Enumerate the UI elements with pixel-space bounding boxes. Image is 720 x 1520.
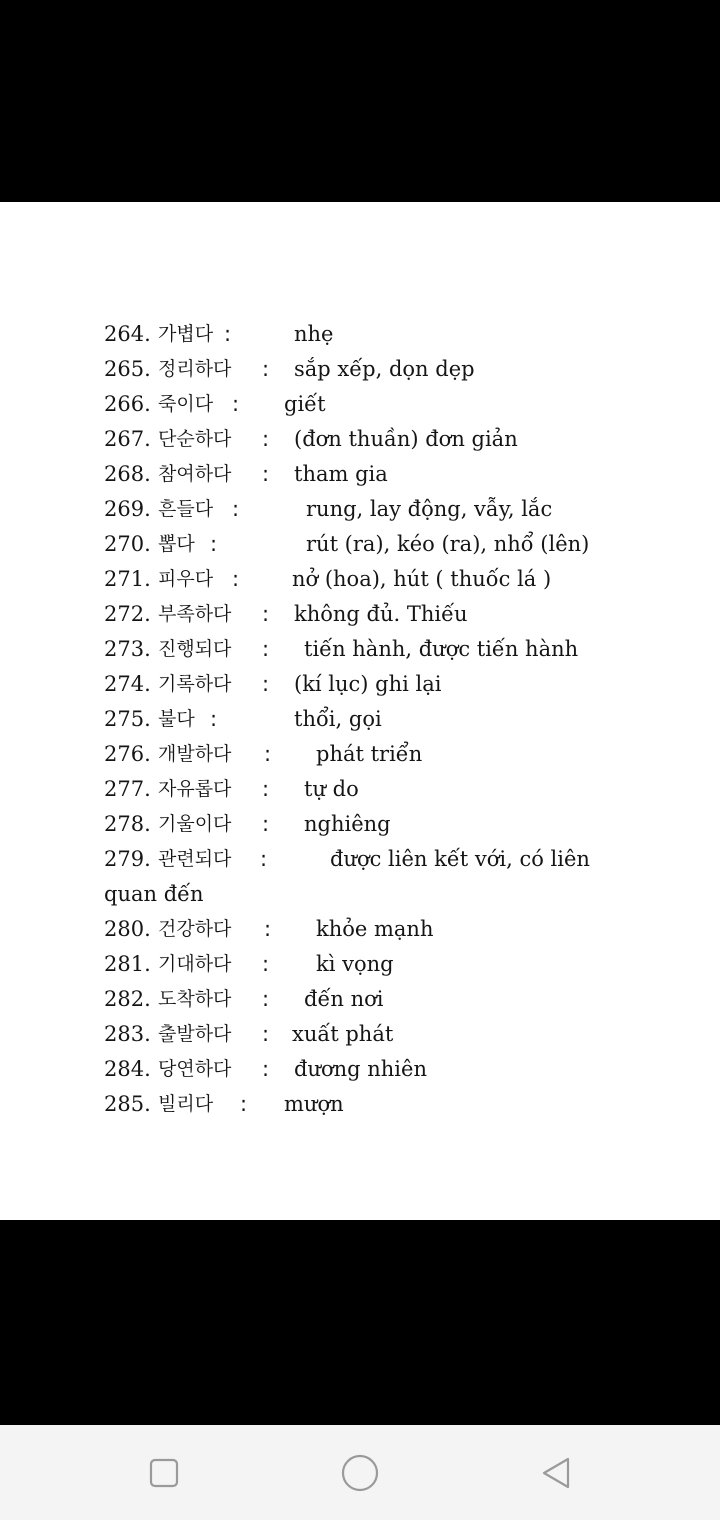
vietnamese-meaning: giết [284, 392, 326, 416]
vietnamese-meaning: nhẹ [294, 322, 334, 346]
vietnamese-meaning: (kí lục) ghi lại [294, 672, 442, 696]
vietnamese-meaning: đương nhiên [294, 1057, 427, 1081]
vocab-number: 279. [104, 847, 151, 871]
korean-word: 개발하다 [158, 743, 232, 765]
separator-colon: : [264, 917, 272, 941]
vietnamese-meaning: tiến hành, được tiến hành [304, 637, 579, 661]
korean-word: 피우다 [158, 568, 214, 590]
korean-word: 빌리다 [158, 1093, 214, 1115]
back-button[interactable] [532, 1449, 580, 1497]
triangle-back-icon [539, 1456, 573, 1490]
korean-word: 가볍다 [158, 323, 214, 345]
vietnamese-meaning: khỏe mạnh [316, 917, 434, 941]
vietnamese-meaning: mượn [284, 1092, 344, 1116]
top-black-bar [0, 0, 720, 202]
vocab-number: 264. [104, 322, 151, 346]
vocab-number: 276. [104, 742, 151, 766]
separator-colon: : [262, 1022, 270, 1046]
vietnamese-meaning: rung, lay động, vẫy, lắc [306, 497, 553, 521]
separator-colon: : [262, 462, 270, 486]
vocab-number: 277. [104, 777, 151, 801]
korean-word: 진행되다 [158, 638, 232, 660]
vocab-number: 275. [104, 707, 151, 731]
vocab-number: 285. [104, 1092, 151, 1116]
korean-word: 정리하다 [158, 358, 232, 380]
separator-colon: : [232, 567, 240, 591]
separator-colon: : [232, 497, 240, 521]
separator-colon: : [210, 532, 218, 556]
separator-colon: : [262, 952, 270, 976]
vocab-number: 272. [104, 602, 151, 626]
square-icon [149, 1458, 179, 1488]
korean-word: 단순하다 [158, 428, 232, 450]
korean-word: 도착하다 [158, 988, 232, 1010]
vocab-number: 274. [104, 672, 151, 696]
vietnamese-meaning: xuất phát [292, 1022, 394, 1046]
separator-colon: : [264, 742, 272, 766]
separator-colon: : [210, 707, 218, 731]
korean-word: 흔들다 [158, 498, 214, 520]
vocab-number: 284. [104, 1057, 151, 1081]
vietnamese-meaning: tham gia [294, 462, 388, 486]
vocab-number: 280. [104, 917, 151, 941]
vietnamese-meaning: kì vọng [316, 952, 394, 976]
korean-word: 불다 [158, 708, 195, 730]
vietnamese-meaning: đến nơi [304, 987, 384, 1011]
separator-colon: : [262, 672, 270, 696]
separator-colon: : [262, 1057, 270, 1081]
vocab-number: 265. [104, 357, 151, 381]
vietnamese-meaning: phát triển [316, 742, 423, 766]
vocab-number: 273. [104, 637, 151, 661]
vocab-number: 281. [104, 952, 151, 976]
korean-word: 당연하다 [158, 1058, 232, 1080]
meaning-continuation: quan đến [104, 882, 204, 906]
separator-colon: : [262, 637, 270, 661]
separator-colon: : [262, 812, 270, 836]
korean-word: 기록하다 [158, 673, 232, 695]
separator-colon: : [262, 427, 270, 451]
vietnamese-meaning: rút (ra), kéo (ra), nhổ (lên) [306, 532, 590, 556]
vocab-number: 283. [104, 1022, 151, 1046]
vocab-number: 269. [104, 497, 151, 521]
korean-word: 뽑다 [158, 533, 195, 555]
vocab-number: 267. [104, 427, 151, 451]
vietnamese-meaning: nở (hoa), hút ( thuốc lá ) [292, 567, 552, 591]
bottom-black-bar [0, 1220, 720, 1425]
vietnamese-meaning: nghiêng [304, 812, 391, 836]
navigation-bar [0, 1425, 720, 1520]
home-button[interactable] [336, 1449, 384, 1497]
circle-icon [341, 1454, 379, 1492]
korean-word: 참여하다 [158, 463, 232, 485]
korean-word: 죽이다 [158, 393, 214, 415]
vocab-photo [0, 202, 720, 1220]
vietnamese-meaning: tự do [304, 777, 359, 801]
vocab-number: 271. [104, 567, 151, 591]
vocab-number: 270. [104, 532, 151, 556]
separator-colon: : [260, 847, 268, 871]
korean-word: 자유롭다 [158, 778, 232, 800]
vocab-number: 266. [104, 392, 151, 416]
vietnamese-meaning: không đủ. Thiếu [294, 602, 468, 626]
vietnamese-meaning: được liên kết với, có liên [330, 847, 590, 871]
separator-colon: : [224, 322, 232, 346]
separator-colon: : [262, 357, 270, 381]
separator-colon: : [262, 777, 270, 801]
korean-word: 관련되다 [158, 848, 232, 870]
vietnamese-meaning: thổi, gọi [294, 707, 382, 731]
korean-word: 기울이다 [158, 813, 232, 835]
korean-word: 출발하다 [158, 1023, 232, 1045]
vietnamese-meaning: sắp xếp, dọn dẹp [294, 357, 475, 381]
vocab-number: 268. [104, 462, 151, 486]
separator-colon: : [262, 602, 270, 626]
vocab-number: 278. [104, 812, 151, 836]
recents-button[interactable] [140, 1449, 188, 1497]
separator-colon: : [262, 987, 270, 1011]
korean-word: 부족하다 [158, 603, 232, 625]
vocab-number: 282. [104, 987, 151, 1011]
separator-colon: : [232, 392, 240, 416]
korean-word: 기대하다 [158, 953, 232, 975]
korean-word: 건강하다 [158, 918, 232, 940]
separator-colon: : [240, 1092, 248, 1116]
vietnamese-meaning: (đơn thuần) đơn giản [294, 427, 518, 451]
